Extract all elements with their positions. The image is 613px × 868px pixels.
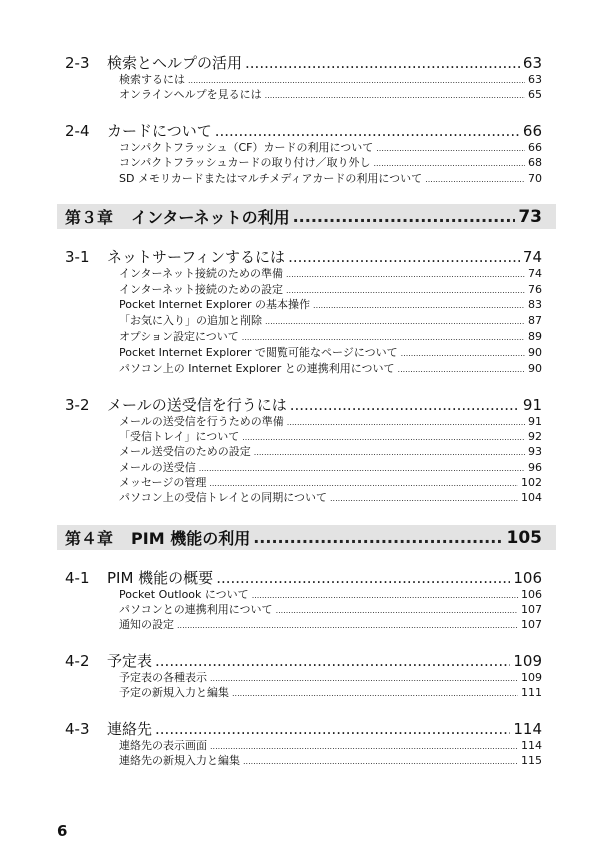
entry-title: 予定表 [107, 652, 153, 670]
entry-page-number: 63 [528, 73, 542, 86]
leader-dots [252, 591, 518, 600]
subsection-entry [0, 737, 613, 752]
entry-title: メール送受信のための設定 [119, 445, 251, 458]
entry-title: PIM 機能の利用 [131, 529, 251, 548]
entry-title: パソコン上の受信トレイとの同期について [119, 491, 328, 504]
subsection-entry [0, 474, 613, 489]
chapter-heading [57, 204, 556, 229]
leader-dots [155, 652, 510, 670]
entry-number: 4-3 [65, 720, 90, 738]
leader-dots [287, 418, 525, 427]
entry-page-number: 91 [522, 396, 542, 414]
leader-dots [290, 396, 520, 414]
subsection-entry [0, 586, 613, 601]
leader-dots [210, 674, 518, 683]
entry-label [119, 312, 262, 328]
entry-label [65, 52, 242, 73]
entry-label [119, 170, 422, 186]
entry-label [119, 344, 398, 360]
entry-label [119, 265, 283, 281]
entry-page-number: 107 [521, 603, 542, 616]
leader-dots [286, 286, 525, 295]
entry-title: コンパクトフラッシュカードの取り付け／取り外し [119, 156, 371, 169]
subsection-entry [0, 360, 613, 375]
entry-title: 予定表の各種表示 [119, 671, 207, 684]
entry-title: メールの送受信を行うための準備 [119, 415, 284, 428]
entry-page-number: 107 [521, 618, 542, 631]
entry-label [119, 474, 206, 490]
entry-page-number: 109 [521, 671, 542, 684]
leader-dots [293, 207, 516, 226]
leader-dots [243, 757, 518, 766]
entry-number: 4-2 [65, 652, 90, 670]
subsection-entry [0, 296, 613, 311]
entry-label [119, 413, 284, 429]
entry-label [119, 669, 207, 685]
entry-title: Pocket Internet Explorer で閲覧可能なページについて [119, 346, 398, 359]
entry-number: 4-1 [65, 569, 90, 587]
subsection-entry [0, 459, 613, 474]
leader-dots [254, 448, 525, 457]
leader-dots [155, 720, 510, 738]
entry-title: パソコン上の Internet Explorer との連携利用について [119, 362, 395, 375]
leader-dots [376, 144, 525, 153]
entry-label [119, 328, 239, 344]
subsection-entry [0, 86, 613, 101]
entry-title: 予定の新規入力と編集 [119, 686, 229, 699]
entry-title: 連絡先の新規入力と編集 [119, 754, 240, 767]
entry-title: インターネットの利用 [131, 208, 290, 227]
entry-title: PIM 機能の概要 [107, 569, 214, 587]
entry-title: メールの送受信 [119, 461, 196, 474]
entry-page-number: 76 [528, 283, 542, 296]
subsection-entry [0, 154, 613, 169]
entry-label [119, 139, 373, 155]
entry-title: ネットサーフィンするには [107, 248, 286, 266]
entry-page-number: 93 [528, 445, 542, 458]
entry-page-number: 102 [521, 476, 542, 489]
leader-dots [401, 349, 525, 358]
entry-page-number: 74 [528, 267, 542, 280]
entry-number: 3-1 [65, 248, 90, 266]
leader-dots [199, 464, 525, 473]
entry-title: Pocket Outlook について [119, 588, 249, 601]
subsection-entry [0, 265, 613, 280]
entry-page-number: 90 [528, 346, 542, 359]
subsection-entry [0, 684, 613, 699]
page-number: 6 [57, 822, 68, 840]
entry-title: 「受信トレイ」について [119, 430, 240, 443]
entry-page-number: 91 [528, 415, 542, 428]
leader-dots [242, 333, 525, 342]
leader-dots [313, 301, 525, 310]
entry-label [119, 586, 249, 602]
entry-page-number: 115 [521, 754, 542, 767]
leader-dots [265, 91, 525, 100]
entry-page-number: 74 [522, 248, 542, 266]
entry-title: 連絡先の表示画面 [119, 739, 207, 752]
entry-label [65, 205, 290, 228]
entry-page-number: 87 [528, 314, 542, 327]
entry-label [65, 120, 212, 141]
entry-page-number: 92 [528, 430, 542, 443]
entry-label [65, 526, 250, 549]
entry-label [119, 360, 395, 376]
entry-label [119, 71, 185, 87]
entry-page-number: 106 [513, 569, 542, 587]
entry-label [119, 684, 229, 700]
entry-title: 通知の設定 [119, 618, 174, 631]
subsection-entry [0, 170, 613, 185]
entry-page-number: 73 [518, 206, 542, 227]
leader-dots [245, 54, 520, 72]
leader-dots [216, 569, 510, 587]
leader-dots [177, 621, 518, 630]
chapter-heading [57, 525, 556, 550]
leader-dots [286, 270, 525, 279]
subsection-entry [0, 752, 613, 767]
subsection-entry [0, 489, 613, 504]
entry-page-number: 114 [521, 739, 542, 752]
entry-label [119, 296, 310, 312]
entry-number: 3-2 [65, 396, 90, 414]
entry-title: SD メモリカードまたはマルチメディアカードの利用について [119, 172, 423, 185]
entry-title: Pocket Internet Explorer の基本操作 [119, 298, 311, 311]
entry-label [119, 737, 207, 753]
section-entry [0, 718, 613, 738]
section-entry [0, 567, 613, 587]
section-entry [0, 246, 613, 266]
entry-page-number: 70 [528, 172, 542, 185]
subsection-entry [0, 328, 613, 343]
subsection-entry [0, 139, 613, 154]
entry-page-number: 83 [528, 298, 542, 311]
entry-label [119, 154, 370, 170]
entry-title: 検索するには [119, 73, 185, 86]
entry-page-number: 68 [528, 156, 542, 169]
leader-dots [276, 606, 518, 615]
entry-label [119, 428, 239, 444]
entry-title: メッセージの管理 [119, 476, 207, 489]
entry-label [65, 567, 213, 588]
subsection-entry [0, 428, 613, 443]
entry-page-number: 90 [528, 362, 542, 375]
entry-label [65, 246, 285, 267]
entry-title: カードについて [107, 122, 212, 140]
entry-title: オプション設定について [119, 330, 239, 343]
section-entry [0, 394, 613, 414]
entry-title: コンパクトフラッシュ（CF）カードの利用について [119, 141, 374, 154]
leader-dots [398, 365, 525, 374]
leader-dots [265, 317, 525, 326]
entry-title: パソコンとの連携利用について [119, 603, 273, 616]
entry-label [119, 443, 251, 459]
entry-title: オンラインヘルプを見るには [119, 88, 262, 101]
entry-page-number: 66 [522, 122, 542, 140]
section-entry [0, 650, 613, 670]
entry-page-number: 63 [522, 54, 542, 72]
entry-label [65, 650, 152, 671]
subsection-entry [0, 344, 613, 359]
leader-dots [232, 689, 518, 698]
section-entry [0, 120, 613, 140]
entry-label [119, 752, 240, 768]
subsection-entry [0, 413, 613, 428]
leader-dots [425, 175, 525, 184]
leader-dots [188, 76, 525, 85]
entry-title: 連絡先 [107, 720, 153, 738]
entry-page-number: 106 [521, 588, 542, 601]
entry-label [119, 86, 262, 102]
entry-label [119, 489, 327, 505]
entry-label [119, 601, 273, 617]
entry-page-number: 105 [506, 527, 542, 548]
subsection-entry [0, 601, 613, 616]
entry-page-number: 89 [528, 330, 542, 343]
entry-number: 2-4 [65, 122, 90, 140]
entry-title: インターネット接続のための準備 [119, 267, 284, 280]
leader-dots [373, 159, 525, 168]
entry-label [65, 394, 287, 415]
entry-title: 検索とヘルプの活用 [107, 54, 243, 72]
subsection-entry [0, 312, 613, 327]
entry-page-number: 111 [521, 686, 542, 699]
entry-page-number: 65 [528, 88, 542, 101]
entry-page-number: 109 [513, 652, 542, 670]
leader-dots [330, 494, 518, 503]
leader-dots [288, 248, 520, 266]
entry-page-number: 104 [521, 491, 542, 504]
entry-title: メールの送受信を行うには [107, 396, 287, 414]
leader-dots [210, 742, 518, 751]
entry-number: 2-3 [65, 54, 90, 72]
subsection-entry [0, 616, 613, 631]
leader-dots [242, 433, 525, 442]
entry-title: インターネット接続のための設定 [119, 283, 284, 296]
entry-page-number: 96 [528, 461, 542, 474]
entry-label [119, 616, 174, 632]
entry-label [65, 718, 152, 739]
entry-label [119, 459, 196, 475]
entry-page-number: 66 [528, 141, 542, 154]
subsection-entry [0, 71, 613, 86]
subsection-entry [0, 669, 613, 684]
entry-number: 第３章 [65, 208, 114, 227]
subsection-entry [0, 443, 613, 458]
subsection-entry [0, 281, 613, 296]
leader-dots [215, 122, 520, 140]
entry-number: 第４章 [65, 529, 114, 548]
leader-dots [253, 528, 503, 547]
entry-title: 「お気に入り」の追加と削除 [119, 314, 262, 327]
section-entry [0, 52, 613, 72]
entry-page-number: 114 [513, 720, 542, 738]
entry-label [119, 281, 283, 297]
leader-dots [209, 479, 518, 488]
